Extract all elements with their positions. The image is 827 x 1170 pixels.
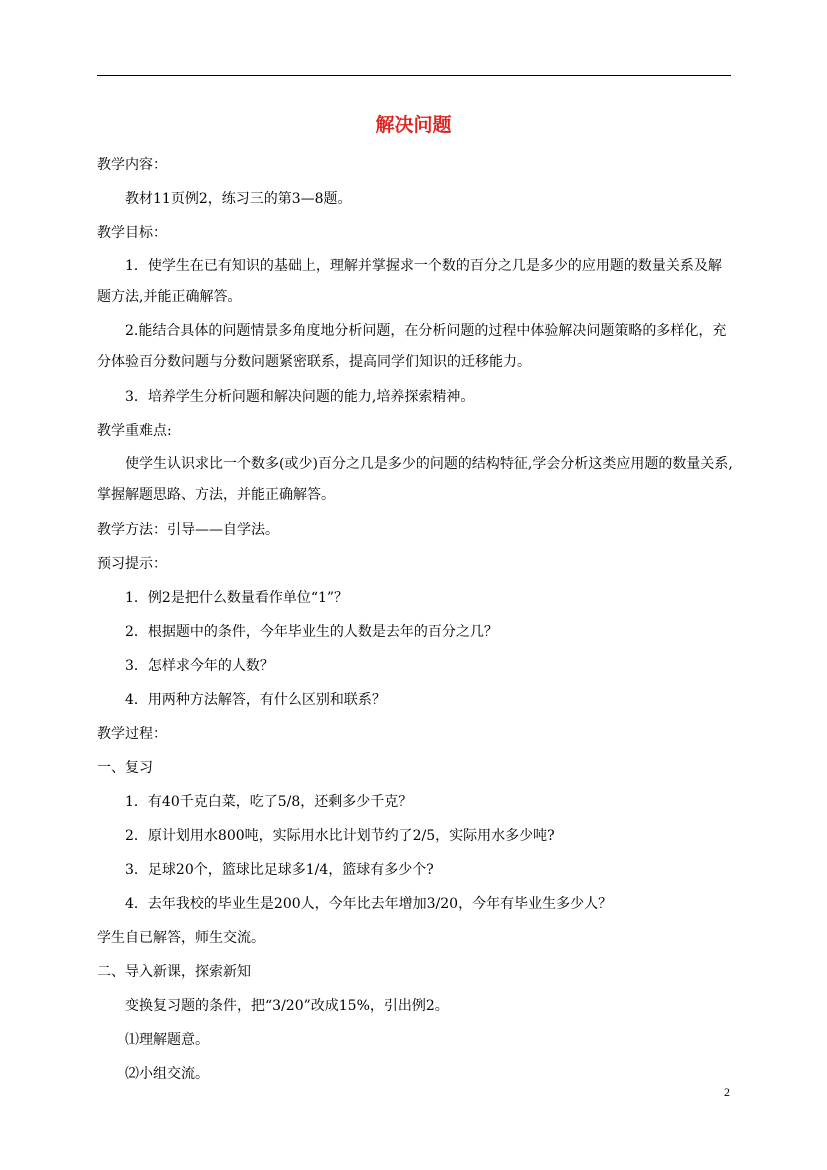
paragraph: 3．足球20个，篮球比足球多1/4，篮球有多少个?	[125, 862, 434, 878]
paragraph: 一、复习	[97, 760, 153, 776]
page-number: 2	[724, 1085, 730, 1099]
paragraph: 二、导入新课，探索新知	[97, 964, 251, 980]
paragraph: 教学目标：	[97, 225, 167, 241]
paragraph: 教学方法：引导——自学法。	[97, 522, 279, 538]
paragraph: 1．有40千克白菜，吃了5/8，还剩多少千克？	[125, 794, 413, 810]
document-body	[97, 148, 733, 1091]
paragraph: ⑴理解题意。	[125, 1032, 209, 1048]
paragraph: 2．根据题中的条件，今年毕业生的人数是去年的百分之几？	[125, 624, 498, 640]
paragraph: 学生自已解答，师生交流。	[97, 930, 265, 946]
paragraph: 教学重难点:	[97, 423, 172, 439]
paragraph: 2.能结合具体的问题情景多角度地分析问题，在分析问题的过程中体验解决问题策略的多样化，充分体验百分数问题与分数问题紧密联系，提高同学们知识的迁移能力。	[97, 323, 727, 370]
document-title: 解决问题	[375, 114, 452, 136]
paragraph: 教学过程：	[97, 726, 167, 742]
paragraph: 2．原计划用水800吨，实际用水比计划节约了2/5，实际用水多少吨?	[125, 828, 555, 844]
paragraph: 教材11页例2，练习三的第3—8题。	[125, 191, 352, 207]
paragraph: 3．怎样求今年的人数？	[125, 658, 274, 674]
paragraph: 3．培养学生分析问题和解决问题的能力,培养探索精神。	[125, 389, 475, 405]
paragraph: 1．例2是把什么数量看作单位“1”？	[125, 590, 349, 606]
paragraph: 1．使学生在已有知识的基础上，理解并掌握求一个数的百分之几是多少的应用题的数量关系及解题方法,并能正确解答。	[97, 258, 722, 305]
paragraph: 教学内容：	[97, 157, 167, 173]
paragraph: ⑵小组交流。	[125, 1066, 209, 1082]
paragraph: 4．去年我校的毕业生是200人，今年比去年增加3/20，今年有毕业生多少人？	[125, 896, 613, 912]
paragraph: 4．用两种方法解答，有什么区别和联系？	[125, 692, 386, 708]
paragraph: 使学生认识求比一个数多(或少)百分之几是多少的问题的结构特征,学会分析这类应用题的数量关系,掌握解题思路、方法，并能正确解答。	[97, 456, 733, 503]
paragraph: 预习提示：	[97, 556, 167, 572]
header-rule	[97, 75, 731, 76]
paragraph: 变换复习题的条件，把“3/20”改成15%，引出例2。	[125, 998, 449, 1014]
